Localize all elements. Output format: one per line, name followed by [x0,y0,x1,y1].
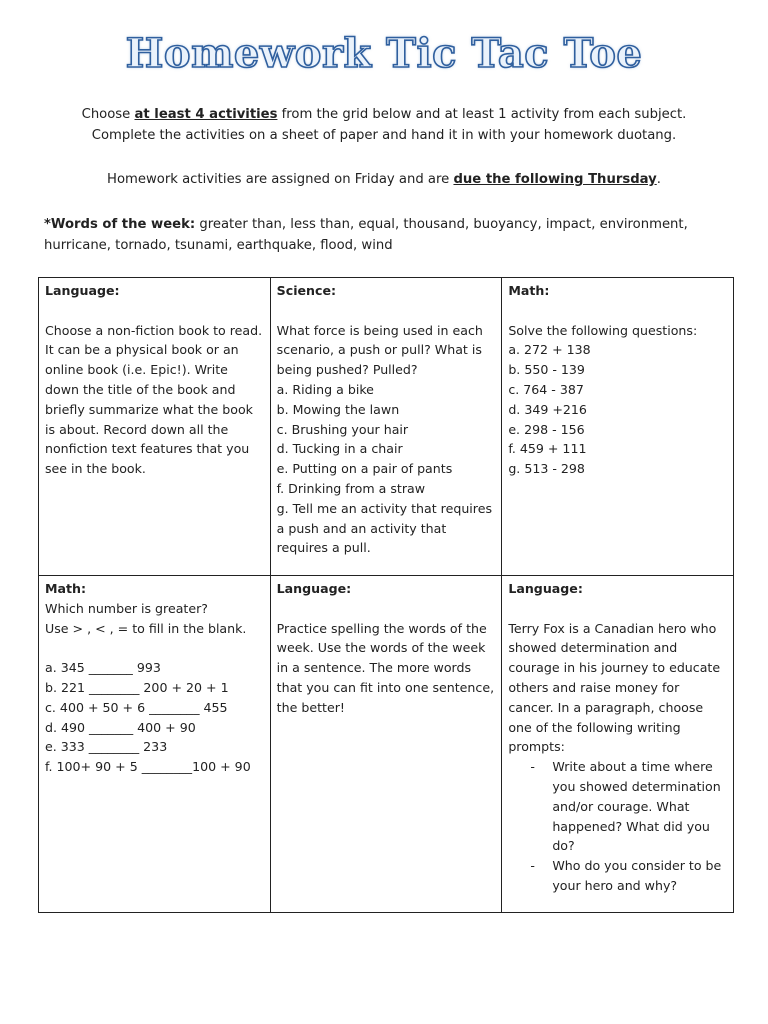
list-item: e. 298 - 156 [508,421,585,437]
list-item: - Write about a time where you showed determination and/or courage. What happened? What did you do? [530,757,727,856]
list-item: f. 459 + 111 [508,441,587,457]
cell-intro: Which number is greater? [45,600,208,616]
cell-language-spelling [270,576,502,913]
words-of-the-week [44,214,728,256]
cell-math-comparison [39,576,271,913]
cell-heading: Science: [276,283,337,298]
prompt-list [508,757,727,896]
words-list: greater than, less than, equal, thousand, buoyancy, impact, environment, hurricane, tornado, tsunami, earthquake, flood, wind [44,217,688,253]
list-item: f. Drinking from a straw [276,480,426,496]
list-item: b. Mowing the lawn [276,401,400,417]
list-item: b. 221 ________ 200 + 20 + 1 [45,679,229,695]
instructions-line-1 [40,104,728,125]
list-item: e. 333 ________ 233 [45,739,168,755]
cell-math-operations [502,278,734,576]
cell-heading: Language: [508,581,583,596]
instructions-line-2: Complete the activities on a sheet of paper and hand it in with your homework duotang. [91,128,677,143]
cell-heading: Language: [45,283,120,298]
list-item: d. 490 _______ 400 + 90 [45,719,196,735]
words-label: *Words of the week: [44,217,196,232]
instructions-emphasis: at least 4 activities [134,107,278,122]
cell-language-nonfiction [39,278,271,576]
due-note-emphasis: due the following Thursday [453,172,657,187]
title-container [0,30,768,77]
cell-heading: Math: [508,283,550,298]
grid-row [39,278,734,576]
list-item: a. Riding a bike [276,381,374,397]
cell-language-terry-fox [502,576,734,913]
cell-body: Terry Fox is a Canadian hero who showed determination and courage in his journey to educate others and raise money for cancer. In a paragraph, choose one of the following writing prompts: [508,620,721,755]
list-item: d. Tucking in a chair [276,441,403,457]
cell-body: Practice spelling the words of the week. Use the words of the week in a sentence. The more words that you can fit into one sentence, the better! [276,620,495,715]
list-item: c. Brushing your hair [276,421,409,437]
list-item: e. Putting on a pair of pants [276,461,453,477]
cell-science-forces [270,278,502,576]
cell-body: Choose a non-fiction book to read. It can be a physical book or an online book (i.e. Epic!). Write down the title of the book and briefly summarize what the book is about. Record down all the nonfiction text features that you see in the book. [45,322,263,477]
list-item: a. 345 _______ 993 [45,660,161,676]
cell-heading: Language: [276,581,352,596]
instructions-text: Choose [81,107,135,122]
cell-heading: Math: [45,581,87,596]
cell-intro: Use > , < , = to fill in the blank. [45,620,247,636]
activity-grid [38,277,734,913]
cell-intro: What force is being used in each scenario, a push or pull? What is being pushed? Pulled? [276,322,483,378]
due-note-text: Homework activities are assigned on Friday and are [107,172,454,187]
list-item: f. 100+ 90 + 5 ________100 + 90 [45,759,251,775]
list-item: g. 513 - 298 [508,461,585,477]
grid-row [39,576,734,913]
list-item: c. 764 - 387 [508,381,584,397]
list-item: c. 400 + 50 + 6 ________ 455 [45,699,228,715]
instructions [40,104,728,146]
list-item: - Who do you consider to be your hero and why? [530,856,727,896]
page-title: Homework Tic Tac Toe [125,30,643,77]
list-item: a. 272 + 138 [508,342,591,358]
list-item: g. Tell me an activity that requires a push and an activity that requires a pull. [276,500,493,556]
cell-intro: Solve the following questions: [508,322,698,338]
list-item: d. 349 +216 [508,401,587,417]
spacer [45,638,264,658]
list-item: b. 550 - 139 [508,362,585,378]
due-date-note [40,172,728,187]
due-note-text: . [656,172,661,187]
instructions-text: from the grid below and at least 1 activity from each subject. [277,107,687,122]
